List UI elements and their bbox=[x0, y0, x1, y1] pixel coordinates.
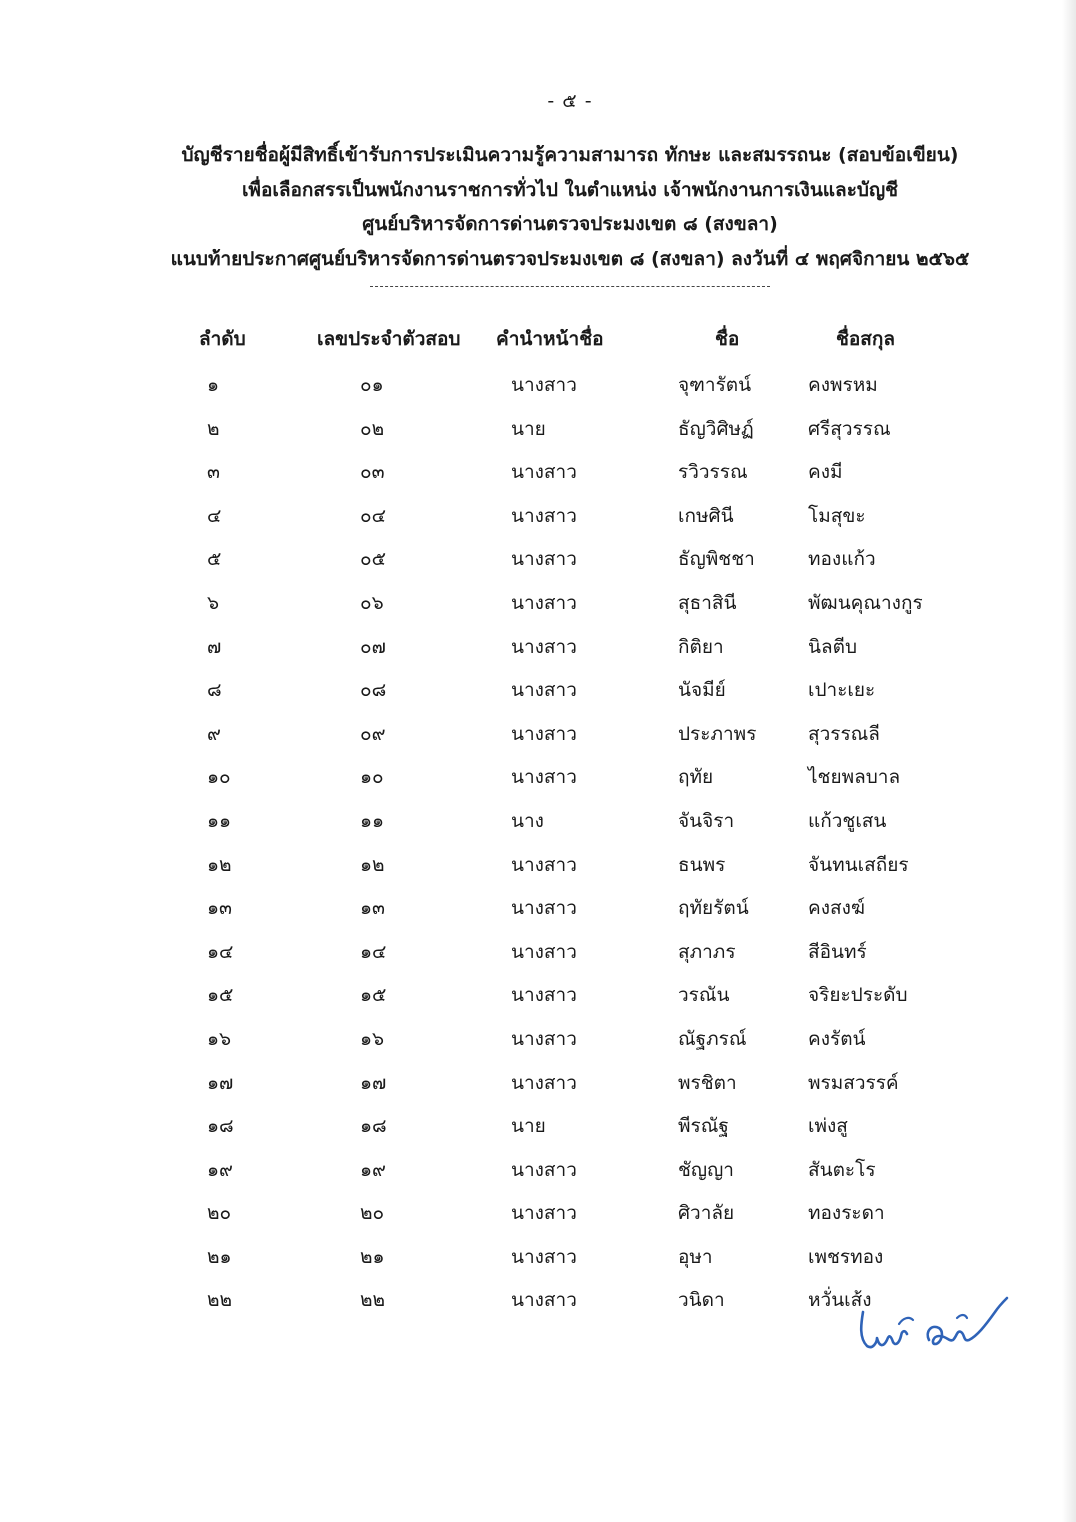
row-exam-id: ๑๗ bbox=[360, 1071, 387, 1094]
row-no: ๑๘ bbox=[207, 1115, 234, 1138]
row-no: ๒๑ bbox=[207, 1245, 232, 1268]
row-first-name: สุภาภร bbox=[678, 940, 736, 963]
row-prefix: นางสาว bbox=[511, 591, 577, 614]
row-no: ๑๑ bbox=[207, 809, 232, 832]
row-exam-id: ๑๖ bbox=[360, 1027, 385, 1050]
row-prefix: นางสาว bbox=[511, 940, 577, 963]
row-last-name: ศรีสุวรรณ bbox=[808, 417, 891, 440]
row-last-name: คงพรหม bbox=[808, 374, 878, 396]
signature bbox=[853, 1294, 1013, 1368]
row-prefix: นาย bbox=[511, 417, 546, 440]
row-exam-id: ๐๔ bbox=[360, 504, 386, 527]
row-exam-id: ๒๑ bbox=[360, 1245, 385, 1268]
table-row bbox=[0, 493, 1076, 537]
row-last-name: เปาะเยะ bbox=[808, 679, 876, 702]
row-exam-id: ๐๗ bbox=[360, 635, 386, 658]
row-no: ๑ bbox=[207, 374, 220, 396]
row-no: ๙ bbox=[207, 722, 221, 745]
row-prefix: นางสาว bbox=[511, 1027, 577, 1050]
row-prefix: นางสาว bbox=[511, 766, 577, 789]
header-no: ลำดับ bbox=[199, 328, 246, 350]
row-prefix: นางสาว bbox=[511, 897, 577, 920]
row-no: ๑๐ bbox=[207, 766, 231, 789]
table-row bbox=[0, 406, 1076, 450]
header-first-name: ชื่อ bbox=[715, 328, 740, 350]
row-no: ๕ bbox=[207, 548, 222, 571]
row-first-name: ธนพร bbox=[678, 853, 726, 876]
row-exam-id: ๐๒ bbox=[360, 417, 385, 440]
row-prefix: นางสาว bbox=[511, 461, 577, 484]
row-first-name: ประภาพร bbox=[678, 722, 757, 745]
row-last-name: สีอินทร์ bbox=[808, 940, 867, 963]
row-first-name: ธัญพิชชา bbox=[678, 548, 755, 571]
row-first-name: จันจิรา bbox=[678, 809, 735, 832]
table-row bbox=[0, 1234, 1076, 1278]
row-last-name: ไชยพลบาล bbox=[808, 766, 901, 789]
row-no: ๒ bbox=[207, 417, 220, 440]
row-first-name: อุษา bbox=[678, 1245, 713, 1268]
row-last-name: หวั่นเส้ง bbox=[808, 1289, 872, 1312]
row-first-name: นัจมีย์ bbox=[678, 679, 726, 702]
row-exam-id: ๐๕ bbox=[360, 548, 386, 571]
row-exam-id: ๑๑ bbox=[360, 809, 385, 832]
table-row bbox=[0, 842, 1076, 886]
row-last-name: สันตะโร bbox=[808, 1158, 876, 1181]
row-last-name: คงมี bbox=[808, 461, 843, 484]
row-no: ๑๗ bbox=[207, 1071, 234, 1094]
row-first-name: เกษศินี bbox=[678, 504, 734, 527]
title-line: แนบท้ายประกาศศูนย์บริหารจัดการด่านตรวจประมงเขต ๘ (สงขลา) ลงวันที่ ๔ พฤศจิกายน ๒๕๖๕ bbox=[170, 247, 970, 270]
table-row bbox=[0, 972, 1076, 1016]
row-exam-id: ๐๑ bbox=[360, 374, 384, 396]
row-exam-id: ๐๓ bbox=[360, 461, 385, 484]
row-exam-id: ๑๘ bbox=[360, 1115, 387, 1138]
row-prefix: นางสาว bbox=[511, 1289, 577, 1312]
row-no: ๒๐ bbox=[207, 1202, 232, 1225]
title-line: ศูนย์บริหารจัดการด่านตรวจประมงเขต ๘ (สงขลา) bbox=[362, 213, 778, 235]
row-prefix: นางสาว bbox=[511, 853, 577, 876]
row-prefix: นางสาว bbox=[511, 1071, 577, 1094]
row-prefix: นางสาว bbox=[511, 722, 577, 745]
row-first-name: ณัฐภรณ์ bbox=[678, 1027, 747, 1050]
row-exam-id: ๑๐ bbox=[360, 766, 384, 789]
header-exam-id: เลขประจำตัวสอบ bbox=[317, 328, 461, 350]
header-last-name: ชื่อสกุล bbox=[836, 328, 896, 350]
table-row bbox=[0, 449, 1076, 493]
row-exam-id: ๑๔ bbox=[360, 940, 387, 963]
document-title bbox=[0, 138, 1076, 276]
row-last-name: คงสงฆ์ bbox=[808, 897, 865, 920]
row-first-name: วรณัน bbox=[678, 984, 730, 1007]
row-exam-id: ๒๒ bbox=[360, 1289, 386, 1312]
row-last-name: จันทนเสถียร bbox=[808, 853, 909, 876]
table-row bbox=[0, 1103, 1076, 1147]
row-last-name: เพชรทอง bbox=[808, 1245, 884, 1268]
row-first-name: วนิดา bbox=[678, 1289, 725, 1312]
row-prefix: นางสาว bbox=[511, 984, 577, 1007]
row-last-name: โมสุขะ bbox=[808, 504, 866, 527]
title-line: เพื่อเลือกสรรเป็นพนักงานราชการทั่วไป ในตำแหน่ง เจ้าพนักงานการเงินและบัญชี bbox=[241, 178, 899, 201]
row-last-name: นิลตีบ bbox=[808, 635, 858, 658]
row-prefix: นางสาว bbox=[511, 679, 577, 702]
row-last-name: แก้วชูเสน bbox=[808, 809, 887, 832]
row-prefix: นางสาว bbox=[511, 548, 577, 571]
row-exam-id: ๑๓ bbox=[360, 897, 386, 920]
row-first-name: พรชิตา bbox=[678, 1071, 737, 1094]
row-prefix: นางสาว bbox=[511, 1202, 577, 1225]
row-no: ๒๒ bbox=[207, 1289, 233, 1312]
row-exam-id: ๐๙ bbox=[360, 722, 386, 745]
title-line: บัญชีรายชื่อผู้มีสิทธิ์เข้ารับการประเมินความรู้ความสามารถ ทักษะ และสมรรถนะ (สอบข้อเขียน) bbox=[181, 144, 959, 166]
row-first-name: ฤทัย bbox=[678, 766, 714, 789]
row-no: ๑๒ bbox=[207, 853, 232, 876]
row-no: ๑๓ bbox=[207, 897, 233, 920]
table-row bbox=[0, 885, 1076, 929]
row-exam-id: ๐๖ bbox=[360, 591, 384, 614]
row-no: ๗ bbox=[207, 635, 222, 658]
row-exam-id: ๐๘ bbox=[360, 679, 387, 702]
row-last-name: พัฒนคุณางกูร bbox=[808, 591, 923, 614]
table-row bbox=[0, 362, 1076, 406]
row-first-name: รวิวรรณ bbox=[678, 461, 748, 484]
row-exam-id: ๑๕ bbox=[360, 984, 387, 1007]
row-no: ๘ bbox=[207, 679, 222, 702]
row-first-name: กิติยา bbox=[678, 635, 724, 658]
page-number: - ๕ - bbox=[547, 90, 593, 112]
row-prefix: นางสาว bbox=[511, 635, 577, 658]
row-first-name: จุฑารัตน์ bbox=[678, 374, 752, 396]
row-first-name: ธัญวิศิษฏ์ bbox=[678, 417, 754, 440]
row-no: ๑๔ bbox=[207, 940, 234, 963]
table-row bbox=[0, 624, 1076, 668]
row-no: ๓ bbox=[207, 461, 220, 484]
row-no: ๑๕ bbox=[207, 984, 234, 1007]
row-prefix: นางสาว bbox=[511, 374, 577, 396]
table-row bbox=[0, 1016, 1076, 1060]
row-first-name: ฤทัยรัตน์ bbox=[678, 897, 749, 920]
row-prefix: นาง bbox=[511, 809, 544, 832]
row-no: ๑๙ bbox=[207, 1158, 233, 1181]
row-last-name: พรมสวรรค์ bbox=[808, 1071, 899, 1094]
row-first-name: พีรณัฐ bbox=[678, 1115, 729, 1138]
row-prefix: นางสาว bbox=[511, 504, 577, 527]
row-first-name: ศิวาลัย bbox=[678, 1202, 735, 1225]
row-prefix: นาย bbox=[511, 1115, 546, 1138]
row-exam-id: ๑๒ bbox=[360, 853, 385, 876]
row-last-name: ทองระดา bbox=[808, 1202, 885, 1225]
candidate-list bbox=[0, 362, 1076, 1321]
row-first-name: ชัญญา bbox=[678, 1158, 734, 1181]
row-last-name: สุวรรณลี bbox=[808, 722, 880, 745]
row-last-name: ทองแก้ว bbox=[808, 548, 876, 571]
row-prefix: นางสาว bbox=[511, 1245, 577, 1268]
row-prefix: นางสาว bbox=[511, 1158, 577, 1181]
table-row bbox=[0, 798, 1076, 842]
table-row bbox=[0, 1190, 1076, 1234]
row-last-name: คงรัตน์ bbox=[808, 1027, 866, 1050]
table-row bbox=[0, 536, 1076, 580]
header-prefix: คำนำหน้าชื่อ bbox=[496, 328, 604, 350]
table-row bbox=[0, 1147, 1076, 1191]
row-exam-id: ๒๐ bbox=[360, 1202, 385, 1225]
row-no: ๑๖ bbox=[207, 1027, 232, 1050]
row-first-name: สุธาสินี bbox=[678, 591, 737, 614]
table-row bbox=[0, 929, 1076, 973]
table-row bbox=[0, 580, 1076, 624]
row-exam-id: ๑๙ bbox=[360, 1158, 386, 1181]
table-row bbox=[0, 667, 1076, 711]
table-row bbox=[0, 1060, 1076, 1104]
table-row bbox=[0, 711, 1076, 755]
row-last-name: จริยะประดับ bbox=[808, 984, 908, 1007]
row-last-name: เพ่งสู bbox=[808, 1115, 848, 1138]
row-no: ๖ bbox=[207, 591, 220, 614]
dashed-divider bbox=[370, 286, 770, 287]
row-no: ๔ bbox=[207, 504, 222, 527]
table-row bbox=[0, 754, 1076, 798]
